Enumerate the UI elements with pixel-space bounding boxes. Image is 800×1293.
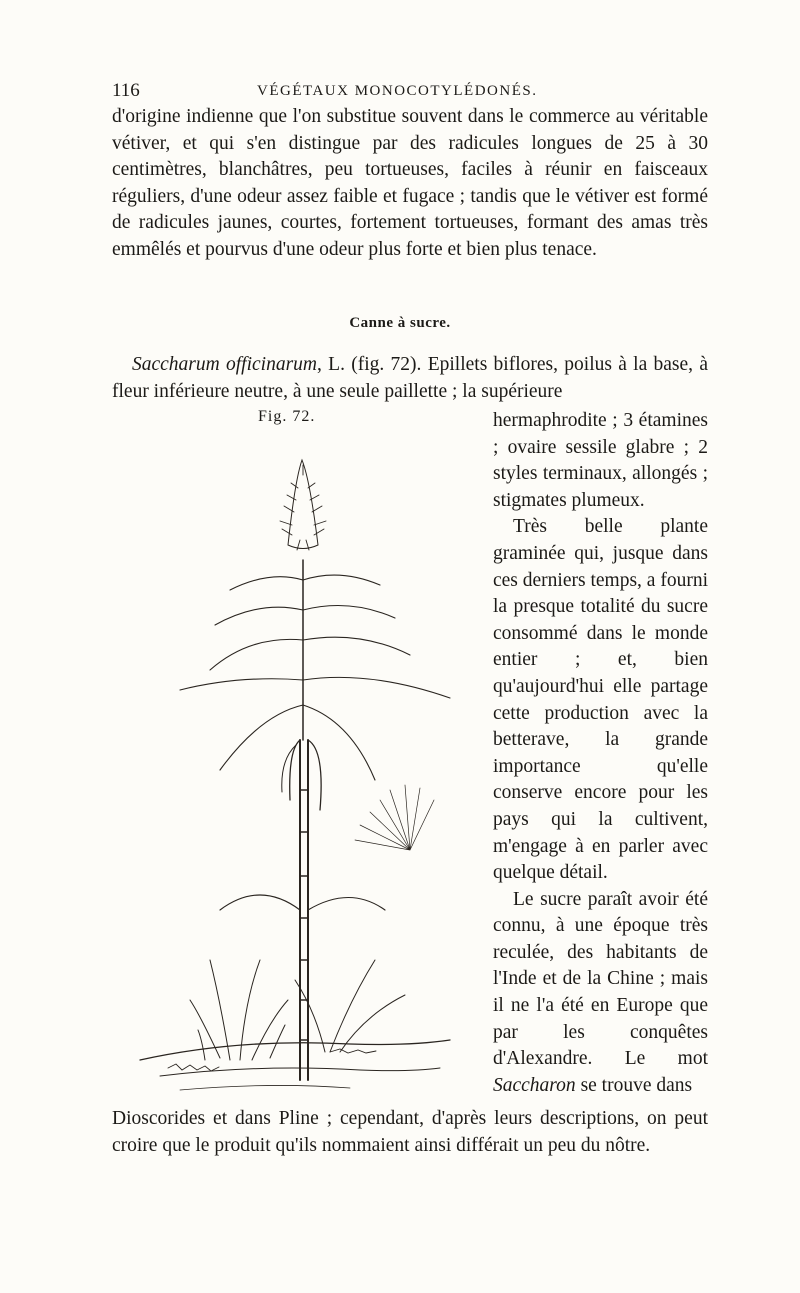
running-title: VÉGÉTAUX MONOCOTYLÉDONÉS. <box>257 83 538 99</box>
description-continuation: hermaphrodite ; 3 étamines ; ovaire sessile glabre ; 2 styles terminaux, allongés ; stigmates plumeux. <box>493 410 708 511</box>
species-description <box>112 352 708 405</box>
sugarcane-illustration <box>120 440 480 1100</box>
history-text: Le sucre paraît avoir été connu, à une époque très reculée, des habitants de l'Inde et de la Chine ; mais il ne l'a été en Europe que par les conquêtes d'Alexandre. Le mot <box>493 888 708 1070</box>
intro-paragraph: d'origine indienne que l'on substitue souvent dans le commerce au véritable vétiver, et qui s'en distingue par des radicules longues de 25 à 30 centimètres, blanchâtres, peu tortueuses, faciles à réunir en faisceaux réguliers, d'une odeur assez faible et fugace ; tandis que le vétiver est formé de radicules jaunes, courtes, fortement tortueuses, formant des amas très emmêlés et pourvus d'une odeur plus forte et bien plus tenace. <box>112 106 708 260</box>
figure-label: Fig. 72. <box>258 408 316 425</box>
saccharon-term: Saccharon <box>493 1074 576 1096</box>
history-paragraph <box>493 887 708 1100</box>
section-title: Canne à sucre. <box>349 315 451 331</box>
species-name: Saccharum officinarum <box>132 354 318 375</box>
page-number: 116 <box>112 80 140 101</box>
closing-paragraph: Dioscorides et dans Pline ; cependant, d'après leurs descriptions, on peut croire que le produit qu'ils nommaient ainsi différait un peu du nôtre. <box>112 1108 708 1156</box>
usage-paragraph: Très belle plante graminée qui, jusque dans ces derniers temps, a fourni la presque totalité du sucre consommé dans le monde entier ; et, bien qu'aujourd'hui elle partage cette production avec la betterave, la grande importance qu'elle conserve encore pour les pays qui la cultivent, m'engage à en parler avec quelque détail. <box>493 516 708 884</box>
history-tail: se trouve dans <box>580 1074 693 1096</box>
right-column <box>493 408 708 1099</box>
species-description-text: , L. (fig. 72). Epillets biflores, poilus à la base, à fleur inférieure neutre, à une seule paillette ; la supérieure <box>112 354 708 402</box>
sugarcane-engraving <box>120 440 480 1100</box>
